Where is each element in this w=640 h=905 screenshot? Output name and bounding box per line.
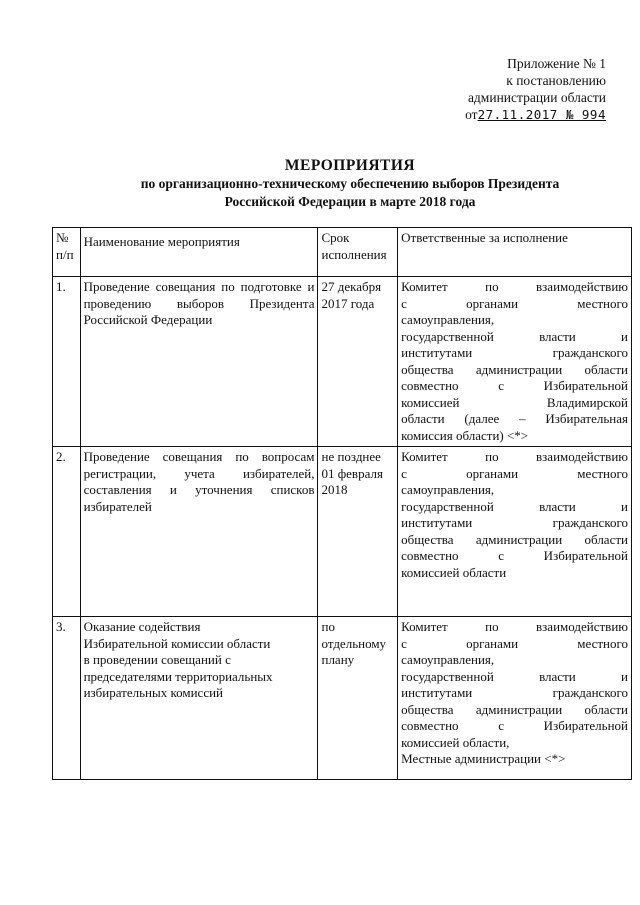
title-sub-line-1: по организационно-техническому обеспечению выборов Президента: [140, 176, 560, 191]
resp-line: совместно с Избирательной: [401, 718, 628, 733]
row-name: Оказание содействия Избирательной комиссии области в проведении совещаний с председателями территориальных избирательных комиссий: [80, 617, 318, 780]
resp-line: Комитет по взаимодействию: [401, 449, 628, 464]
resp-line: государственной власти и: [401, 498, 628, 514]
resp-line: области (далее – Избирательная: [401, 411, 628, 426]
resp-line: Комитет по взаимодействию: [401, 619, 628, 634]
resp-line: общества администрации области: [401, 531, 628, 547]
resp-line: государственной власти и: [401, 328, 628, 344]
approval-line-appendix: Приложение № 1: [507, 56, 606, 71]
title-main: МЕРОПРИЯТИЯ: [284, 157, 416, 174]
row-date: не позднее 01 февраля 2018: [318, 447, 398, 617]
resp-line: комиссией области,: [401, 734, 510, 750]
resp-line: с органами местного: [401, 635, 628, 651]
resp-line: Местные администрации <*>: [401, 751, 566, 766]
resp-line: Комитет по взаимодействию: [401, 279, 628, 294]
header-date: Срок исполнения: [318, 228, 398, 277]
table-header-row: [53, 228, 632, 277]
row-name: Проведение совещания по вопросам регистрации, учета избирателей, составления и уточнения списков избирателей: [80, 447, 318, 617]
resp-line: совместно с Избирательной: [401, 378, 628, 393]
resp-line: комиссией области: [401, 564, 507, 580]
resp-line: институтами гражданского: [401, 685, 628, 700]
row-resp: [398, 447, 632, 617]
resp-line: самоуправления,: [401, 312, 495, 327]
resp-line: совместно с Избирательной: [401, 548, 628, 563]
resp-line: общества администрации области: [401, 701, 628, 717]
resp-line: государственной власти и: [401, 668, 628, 684]
table-row: [53, 277, 632, 447]
approval-date-number: 27.11.2017 № 994: [477, 107, 606, 122]
header-resp: Ответственные за исполнение: [398, 228, 632, 277]
resp-line: институтами гражданского: [401, 345, 628, 360]
resp-line: самоуправления,: [401, 652, 495, 667]
title-sub-line-2: Российской Федерации в марте 2018 года: [224, 194, 476, 209]
row-date: 27 декабря 2017 года: [318, 277, 398, 447]
measures-table: [52, 227, 632, 780]
resp-line: общества администрации области: [401, 361, 628, 377]
row-num: 3.: [53, 617, 81, 780]
approval-date-prefix: от: [465, 107, 478, 122]
resp-line: комиссия области) <*>: [401, 427, 529, 443]
approval-block: [406, 55, 606, 123]
table-row: [53, 617, 632, 780]
approval-line-date: [406, 106, 606, 123]
document-title: [60, 156, 640, 211]
resp-line: институтами гражданского: [401, 515, 628, 530]
header-name: Наименование мероприятия: [80, 228, 318, 277]
row-num: 2.: [53, 447, 81, 617]
approval-line-administration: администрации области: [467, 90, 606, 105]
resp-line: с органами местного: [401, 465, 628, 481]
resp-line: комиссией Владимирской: [401, 394, 628, 410]
header-num: № п/п: [53, 228, 81, 277]
row-num: 1.: [53, 277, 81, 447]
row-resp: [398, 277, 632, 447]
table-row: [53, 447, 632, 617]
resp-line: с органами местного: [401, 295, 628, 311]
row-date: по отдельному плану: [318, 617, 398, 780]
approval-line-resolution: к постановлению: [506, 73, 606, 88]
row-name: Проведение совещания по подготовке и проведению выборов Президента Российской Федерации: [80, 277, 318, 447]
resp-line: самоуправления,: [401, 482, 495, 497]
row-resp: [398, 617, 632, 780]
